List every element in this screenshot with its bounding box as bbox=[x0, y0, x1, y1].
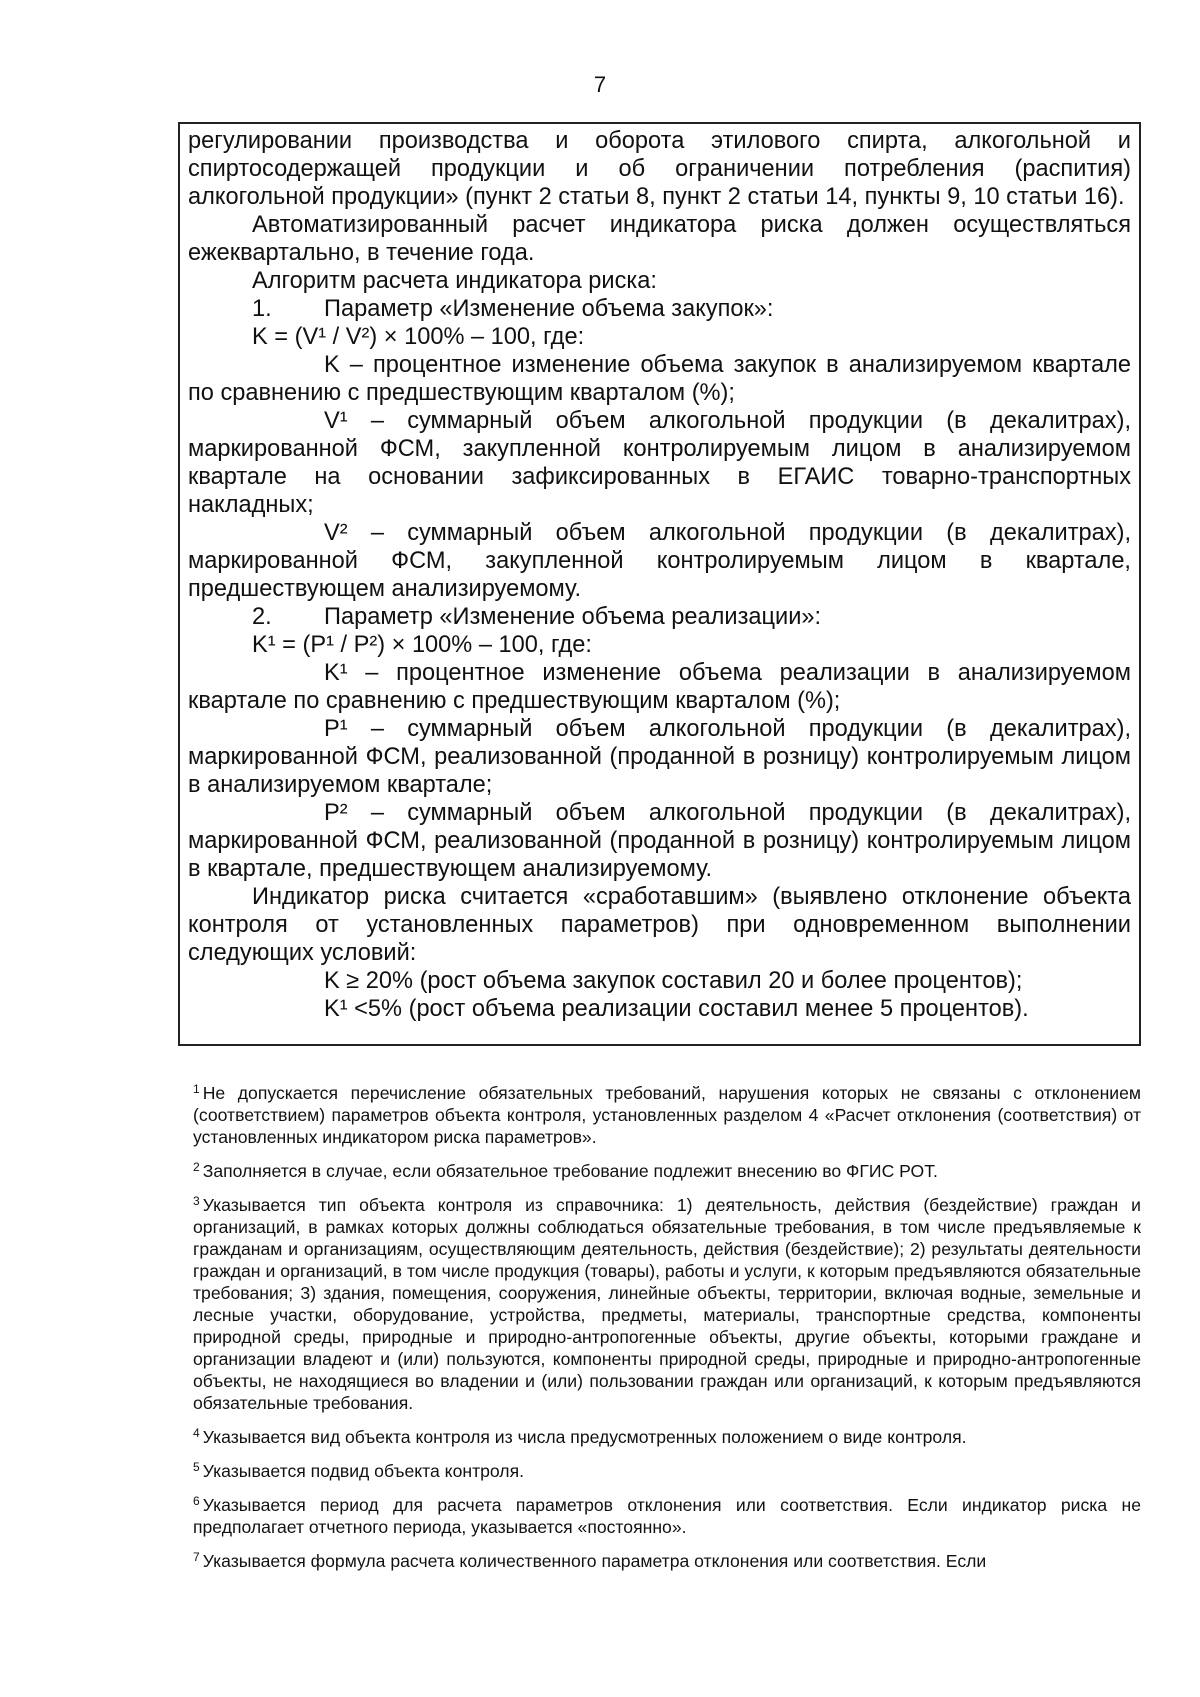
parameter-2-number: 2. bbox=[252, 604, 272, 630]
risk-indicator-box bbox=[178, 122, 1141, 1046]
box-paragraph-continuation: регулировании производства и оборота этилового спирта, алкогольной и спиртосодержащей продукции и об ограничении потребления (распития) алкогольной продукции» (пункт 2 статьи 8, пункт 2 статьи 14, пункты 9, 10 статьи 16). bbox=[188, 128, 1131, 210]
definition-k: K – процентное изменение объема закупок в анализируемом квартале по сравнению с предшествующим кварталом (%); bbox=[188, 352, 1131, 406]
footnote-text: Не допускается перечисление обязательных требований, нарушения которых не связаны с отклонением (соответствием) параметров объекта контроля, установленных разделом 4 «Расчет отклонения (соответствия) от установленных индикатором риска параметров». bbox=[193, 1083, 1141, 1147]
parameter-1-title: Параметр «Изменение объема закупок»: bbox=[324, 296, 774, 322]
footnote-mark: 3 bbox=[193, 1194, 200, 1208]
formula-k1: K¹ = (P¹ / P²) × 100% – 100, где: bbox=[252, 632, 592, 658]
parameter-1-number: 1. bbox=[252, 296, 272, 322]
page-number: 7 bbox=[593, 72, 607, 97]
footnotes bbox=[193, 1078, 1141, 1580]
footnote-text: Указывается период для расчета параметров отклонения или соответствия. Если индикатор риска не предполагает отчетного периода, указывается «постоянно». bbox=[193, 1495, 1141, 1537]
box-paragraph-algorithm: Алгоритм расчета индикатора риска: bbox=[252, 268, 657, 294]
footnote-mark: 5 bbox=[193, 1460, 200, 1474]
definition-p1: P¹ – суммарный объем алкогольной продукции (в декалитрах), маркированной ФСМ, реализованной (проданной в розницу) контролируемым лицом в анализируемом квартале; bbox=[188, 716, 1131, 798]
formula-k: K = (V¹ / V²) × 100% – 100, где: bbox=[252, 324, 585, 350]
footnote-text: Указывается подвид объекта контроля. bbox=[202, 1461, 524, 1481]
definition-p2: P² – суммарный объем алкогольной продукции (в декалитрах), маркированной ФСМ, реализованной (проданной в розницу) контролируемым лицом в квартале, предшествующем анализируемому. bbox=[188, 800, 1131, 882]
definition-v1: V¹ – суммарный объем алкогольной продукции (в декалитрах), маркированной ФСМ, закупленной контролируемым лицом в анализируемом квартале на основании зафиксированных в ЕГАИС товарно-транспортных накладных; bbox=[188, 408, 1131, 518]
parameter-1-heading bbox=[188, 295, 1131, 323]
footnote-5 bbox=[193, 1456, 1141, 1482]
trigger-condition-intro: Индикатор риска считается «сработавшим» (выявлено отклонение объекта контроля от установленных параметров) при одновременном выполнении следующих условий: bbox=[188, 884, 1131, 966]
parameter-2-title: Параметр «Изменение объема реализации»: bbox=[324, 604, 822, 630]
parameter-2-heading bbox=[188, 603, 1131, 631]
footnote-3 bbox=[193, 1190, 1141, 1414]
footnote-mark: 6 bbox=[193, 1494, 200, 1508]
footnote-mark: 7 bbox=[193, 1550, 200, 1564]
footnote-1 bbox=[193, 1078, 1141, 1148]
footnote-mark: 1 bbox=[193, 1082, 200, 1096]
definition-v2: V² – суммарный объем алкогольной продукции (в декалитрах), маркированной ФСМ, закупленной контролируемым лицом в квартале, предшествующем анализируемому. bbox=[188, 520, 1131, 602]
condition-k: K ≥ 20% (рост объема закупок составил 20 и более процентов); bbox=[324, 968, 1023, 994]
footnote-2 bbox=[193, 1156, 1141, 1182]
footnote-6 bbox=[193, 1490, 1141, 1538]
footnote-text: Заполняется в случае, если обязательное требование подлежит внесению во ФГИС РОТ. bbox=[202, 1161, 938, 1181]
footnote-mark: 4 bbox=[193, 1426, 200, 1440]
footnote-text: Указывается вид объекта контроля из числа предусмотренных положением о виде контроля. bbox=[202, 1427, 967, 1447]
footnote-mark: 2 bbox=[193, 1160, 200, 1174]
box-paragraph-auto-calc: Автоматизированный расчет индикатора риска должен осуществляться ежеквартально, в течение года. bbox=[188, 212, 1131, 266]
footnote-text: Указывается тип объекта контроля из справочника: 1) деятельность, действия (бездействие) граждан и организаций, в рамках которых должны соблюдаться обязательные требования, в том числе предъявляемые к гражданам и организациям, осуществляющим деятельность, действия (бездействие); 2) результаты деятельности граждан и организаций, в том числе продукция (товары), работы и услуги, к которым предъявляются обязательные требования; 3) здания, помещения, сооружения, линейные объекты, территории, включая водные, земельные и лесные участки, оборудование, устройства, предметы, материалы, транспортные средства, компоненты природной среды, природные и природно-антропогенные объекты, другие объекты, которыми граждане и организации владеют и (или) пользуются, компоненты природной среды, природные и природно-антропогенные объекты, не находящиеся во владении и (или) пользовании граждан или организаций, к которым предъявляются обязательные требования. bbox=[193, 1195, 1141, 1413]
definition-k1: K¹ – процентное изменение объема реализации в анализируемом квартале по сравнению с предшествующим кварталом (%); bbox=[188, 660, 1131, 714]
footnote-text: Указывается формула расчета количественного параметра отклонения или соответствия. Если bbox=[202, 1551, 987, 1571]
footnote-4 bbox=[193, 1422, 1141, 1448]
condition-k1: K¹ <5% (рост объема реализации составил менее 5 процентов). bbox=[324, 996, 1029, 1022]
footnote-7 bbox=[193, 1546, 1141, 1572]
